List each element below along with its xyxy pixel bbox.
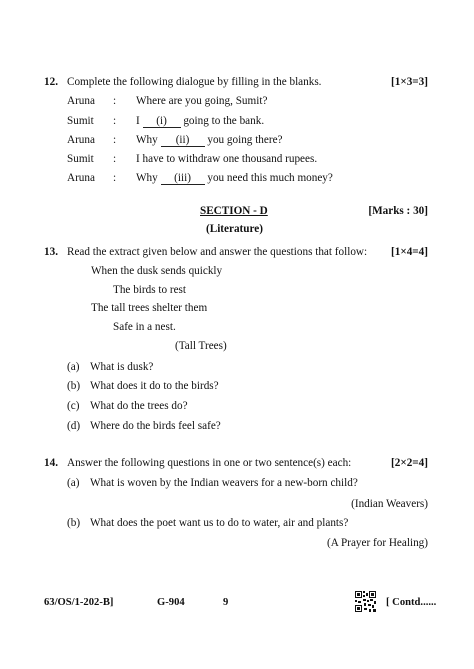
qr-code-icon [355, 591, 376, 612]
paper-code: 63/OS/1-202-B] [44, 597, 114, 608]
dialogue-pre: Why [136, 134, 158, 146]
dialogue-pre: I [136, 115, 140, 127]
poem-line: When the dusk sends quickly [91, 265, 223, 277]
subquestion-label: (b) [67, 517, 81, 529]
dialogue-colon: : [113, 134, 117, 146]
q13-marks: [1×4=4] [391, 246, 428, 258]
poem-line: Safe in a nest. [113, 321, 176, 333]
dialogue-colon: : [113, 172, 117, 184]
dialogue-line: Where are you going, Sumit? [136, 95, 268, 107]
poem-source: (A Prayer for Healing) [327, 537, 428, 549]
dialogue-speaker: Sumit [67, 153, 94, 165]
dialogue-line [136, 116, 264, 128]
dialogue-line: I have to withdraw one thousand rupees. [136, 153, 318, 165]
fill-in-blank: (ii) [161, 135, 205, 147]
dialogue-speaker: Sumit [67, 115, 94, 127]
dialogue-post: you need this much money? [207, 172, 333, 184]
dialogue-speaker: Aruna [67, 172, 95, 184]
q13-text: Read the extract given below and answer the questions that follow: [67, 246, 368, 258]
dialogue-speaker: Aruna [67, 134, 95, 146]
subquestion-label: (d) [67, 420, 81, 432]
dialogue-line [136, 135, 283, 147]
subquestion-label: (b) [67, 380, 81, 392]
subquestion-text: Where do the birds feel safe? [90, 420, 221, 432]
subquestion-text: What do the trees do? [90, 400, 188, 412]
dialogue-colon: : [113, 153, 117, 165]
q12-text: Complete the following dialogue by filling in the blanks. [67, 76, 322, 88]
q12-number: 12. [44, 76, 58, 88]
subquestion-label: (a) [67, 477, 80, 489]
q14-number: 14. [44, 457, 58, 469]
page-number: 9 [223, 597, 229, 608]
section-title: SECTION - D [200, 205, 268, 217]
continued-note: [ Contd...... [386, 597, 437, 608]
dialogue-colon: : [113, 115, 117, 127]
section-marks: [Marks : 30] [368, 205, 428, 217]
subquestion-text: What does the poet want us to do to water, air and plants? [90, 517, 349, 529]
poem-line: The birds to rest [113, 284, 187, 296]
series-code: G-904 [157, 597, 185, 608]
subquestion-label: (a) [67, 361, 80, 373]
q12-marks: [1×3=3] [391, 76, 428, 88]
dialogue-line [136, 173, 333, 185]
dialogue-colon: : [113, 95, 117, 107]
dialogue-pre: Why [136, 172, 158, 184]
q13-number: 13. [44, 246, 58, 258]
poem-source: (Indian Weavers) [351, 498, 428, 510]
section-subtitle: (Literature) [206, 223, 263, 235]
subquestion-text: What does it do to the birds? [90, 380, 219, 392]
q14-text: Answer the following questions in one or two sentence(s) each: [67, 457, 352, 469]
subquestion-text: What is woven by the Indian weavers for a new-born child? [90, 477, 358, 489]
q14-marks: [2×2=4] [391, 457, 428, 469]
subquestion-text: What is dusk? [90, 361, 154, 373]
fill-in-blank: (iii) [161, 173, 205, 185]
subquestion-label: (c) [67, 400, 80, 412]
dialogue-post: you going there? [207, 134, 283, 146]
poem-source: (Tall Trees) [175, 340, 227, 352]
poem-line: The tall trees shelter them [91, 302, 208, 314]
dialogue-post: going to the bank. [183, 115, 265, 127]
fill-in-blank: (i) [143, 116, 181, 128]
dialogue-speaker: Aruna [67, 95, 95, 107]
